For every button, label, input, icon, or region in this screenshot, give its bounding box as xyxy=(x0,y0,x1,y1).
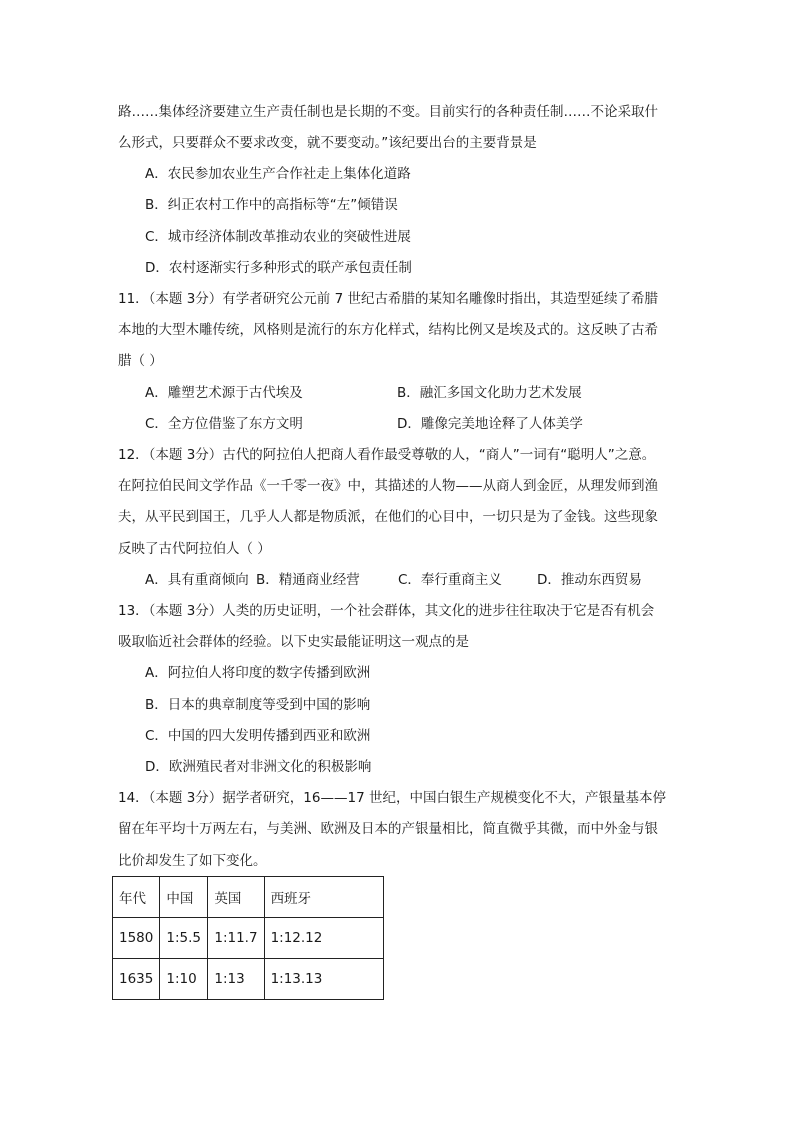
table-cell: 1:10 xyxy=(160,959,208,1000)
q11-option-a: A．雕塑艺术源于古代埃及 xyxy=(145,385,303,401)
q12-stem-line: 12．（本题 3分）古代的阿拉伯人把商人看作最受尊敬的人，“商人”一词有“聪明人”之意。 xyxy=(118,447,656,463)
table-cell: 1:11.7 xyxy=(208,918,264,959)
q12-option-d: D．推动东西贸易 xyxy=(537,572,642,588)
table-cell: 1:5.5 xyxy=(160,918,208,959)
q10-stem-line: 么形式，只要群众不要求改变，就不要变动。”该纪要出台的主要背景是 xyxy=(118,135,537,151)
q11-stem-line: 11．（本题 3分）有学者研究公元前 7 世纪古希腊的某知名雕像时指出，其造型延续了希腊 xyxy=(118,291,658,307)
table-cell: 1:12.12 xyxy=(264,918,383,959)
q11-stem-line: 腊（ ） xyxy=(118,353,163,369)
q11-stem-line: 本地的大型木雕传统，风格则是流行的东方化样式，结构比例又是埃及式的。这反映了古希 xyxy=(118,322,658,338)
table-header-row xyxy=(113,877,384,918)
table-cell: 1:13 xyxy=(208,959,264,1000)
table-header-cell: 英国 xyxy=(208,877,264,918)
table-header-cell: 年代 xyxy=(113,877,160,918)
q12-stem-line: 反映了古代阿拉伯人（ ） xyxy=(118,541,271,557)
q12-option-c: C．奉行重商主义 xyxy=(398,572,502,588)
q13-option-a: A．阿拉伯人将印度的数字传播到欧洲 xyxy=(145,665,371,681)
q13-stem-line: 13．（本题 3分）人类的历史证明，一个社会群体，其文化的进步往往取决于它是否有机会 xyxy=(118,603,655,619)
q14-stem-line: 14．（本题 3分）据学者研究，16——17 世纪，中国白银生产规模变化不大，产银量基本停 xyxy=(118,790,666,806)
q10-option-b: B．纠正农村工作中的高指标等“左”倾错误 xyxy=(145,197,398,213)
gold-silver-ratio-table xyxy=(112,876,384,1000)
q11-option-d: D．雕像完美地诠释了人体美学 xyxy=(397,416,583,432)
q12-option-a: A．具有重商倾向 xyxy=(145,572,249,588)
table-row xyxy=(113,918,384,959)
q12-stem-line: 在阿拉伯民间文学作品《一千零一夜》中，其描述的人物——从商人到金匠，从理发师到渔 xyxy=(118,478,658,494)
q13-option-c: C．中国的四大发明传播到西亚和欧洲 xyxy=(145,728,371,744)
table-header-cell: 中国 xyxy=(160,877,208,918)
table-cell: 1635 xyxy=(113,959,160,1000)
q11-option-b: B．融汇多国文化助力艺术发展 xyxy=(397,385,582,401)
q12-stem-line: 夫，从平民到国王，几乎人人都是物质派，在他们的心目中，一切只是为了金钱。这些现象 xyxy=(118,509,658,525)
q12-option-b: B．精通商业经营 xyxy=(256,572,360,588)
q10-stem-line: 路……集体经济要建立生产责任制也是长期的不变。目前实行的各种责任制……不论采取什 xyxy=(118,104,658,120)
q10-option-a: A．农民参加农业生产合作社走上集体化道路 xyxy=(145,166,411,182)
q13-option-b: B．日本的典章制度等受到中国的影响 xyxy=(145,697,371,713)
table-cell: 1:13.13 xyxy=(264,959,383,1000)
table-row xyxy=(113,959,384,1000)
q10-option-c: C．城市经济体制改革推动农业的突破性进展 xyxy=(145,229,411,245)
table-header-cell: 西班牙 xyxy=(264,877,383,918)
q13-stem-line: 吸取临近社会群体的经验。以下史实最能证明这一观点的是 xyxy=(118,634,469,650)
table-cell: 1580 xyxy=(113,918,160,959)
q14-stem-line: 留在年平均十万两左右，与美洲、欧洲及日本的产银量相比，简直微乎其微，而中外金与银 xyxy=(118,821,658,837)
q10-option-d: D．农村逐渐实行多种形式的联产承包责任制 xyxy=(145,260,412,276)
q13-option-d: D．欧洲殖民者对非洲文化的积极影响 xyxy=(145,759,372,775)
q11-option-c: C．全方位借鉴了东方文明 xyxy=(145,416,303,432)
q14-stem-line: 比价却发生了如下变化。 xyxy=(118,853,267,869)
